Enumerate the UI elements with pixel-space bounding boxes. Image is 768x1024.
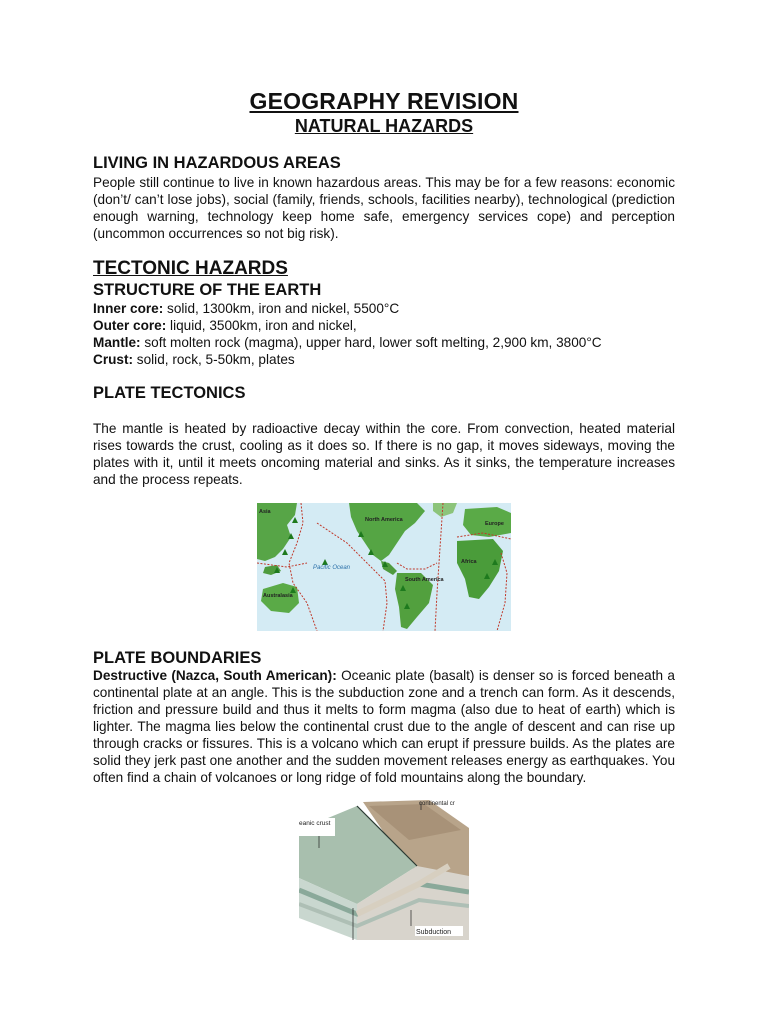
plate-tectonics-paragraph: The mantle is heated by radioactive decay within the core. From convection, heated material rises towards the crust, cooling as it does so. If there is no gap, it moves sideways, moving the plates with it, until it meets oncoming material and sinks. As it sinks, the temperature increases and the process repeats. bbox=[93, 421, 675, 487]
layer-mantle bbox=[93, 334, 602, 351]
layer-crust bbox=[93, 351, 295, 368]
living-heading: LIVING IN HAZARDOUS AREAS bbox=[93, 154, 341, 172]
destructive-text: Oceanic plate (basalt) is denser so is forced beneath a continental plate at an angle. This is the subduction zone and a trench can form. As it descends, friction and pressure build and thus it melts to form magma (also due to heat of earth) which is lighter. The magma lies below the continental crust due to the angle of descent and can rise up through cracks or fissures. This is a volcano which can erupt if pressure builds. As the plates are solid they jerk past one another and the sudden movement releases energy as earthquakes. You often find a chain of volcanoes or long ridge of fold mountains along the boundary. bbox=[93, 668, 675, 785]
living-paragraph: People still continue to live in known hazardous areas. This may be for a few reasons: economic (don’t/ can’t lose jobs), social (family, friends, schools, facilities nearby), technological (prediction enough warning, technology keep home safe, emergency services cope) and perception (uncommon occurrences so not big risk). bbox=[93, 175, 675, 241]
map-label-australasia: Australasia bbox=[263, 593, 293, 599]
map-label-pacific: Pacific Ocean bbox=[313, 565, 351, 571]
destructive-paragraph bbox=[93, 667, 675, 786]
layer-text: solid, rock, 5-50km, plates bbox=[133, 352, 295, 367]
cs-label-oceanic-crust: eanic crust bbox=[299, 820, 331, 827]
layer-text: solid, 1300km, iron and nickel, 5500°C bbox=[163, 301, 400, 316]
page-subtitle: NATURAL HAZARDS bbox=[294, 116, 474, 136]
plate-tectonics-heading: PLATE TECTONICS bbox=[93, 384, 246, 402]
plate-boundary-world-map bbox=[257, 503, 511, 631]
map-label-south-america: South America bbox=[405, 577, 444, 583]
page-title: GEOGRAPHY REVISION bbox=[249, 88, 519, 114]
map-label-asia: Asia bbox=[259, 509, 271, 515]
layer-label: Mantle: bbox=[93, 335, 141, 350]
layer-outer-core bbox=[93, 317, 357, 334]
layer-text: liquid, 3500km, iron and nickel, bbox=[166, 318, 357, 333]
destructive-label: Destructive (Nazca, South American): bbox=[93, 668, 337, 683]
tectonic-heading: TECTONIC HAZARDS bbox=[93, 258, 288, 279]
plate-boundaries-heading: PLATE BOUNDARIES bbox=[93, 649, 262, 667]
layer-inner-core bbox=[93, 300, 399, 317]
subduction-cross-section bbox=[299, 800, 469, 940]
map-label-north-america: North America bbox=[365, 517, 403, 523]
map-label-europe: Europe bbox=[485, 521, 504, 527]
layer-label: Crust: bbox=[93, 352, 134, 367]
cs-label-continental: continental cr bbox=[419, 801, 455, 807]
cs-label-subduction: Subduction bbox=[416, 929, 452, 936]
layer-text: soft molten rock (magma), upper hard, lower soft melting, 2,900 km, 3800°C bbox=[140, 335, 602, 350]
layer-label: Outer core: bbox=[93, 318, 167, 333]
structure-heading: STRUCTURE OF THE EARTH bbox=[93, 281, 322, 299]
layer-label: Inner core: bbox=[93, 301, 164, 316]
map-label-africa: Africa bbox=[461, 559, 477, 565]
